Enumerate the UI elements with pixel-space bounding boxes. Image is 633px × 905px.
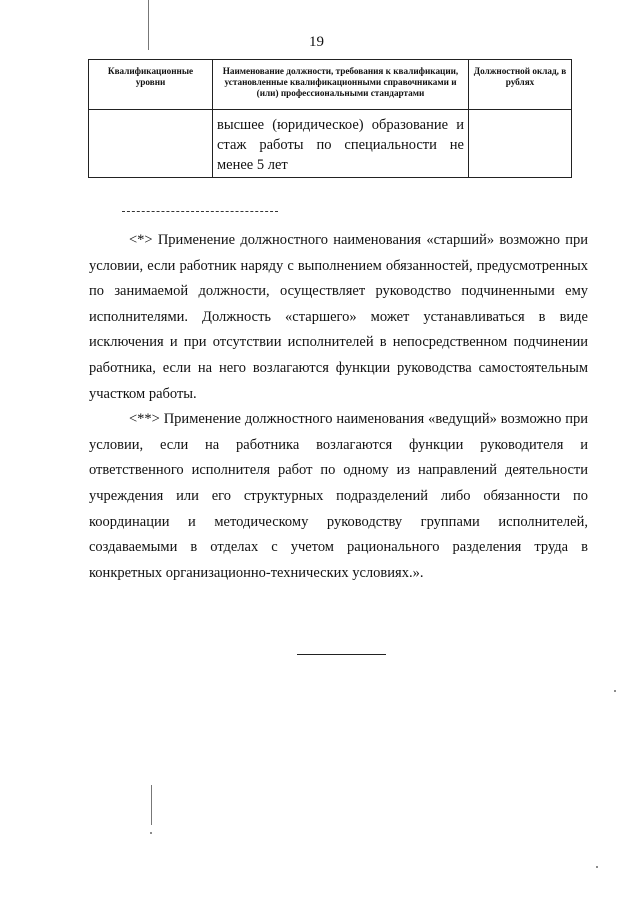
footnotes-text [89,228,588,586]
table-header-row [89,60,572,110]
cell-salary [469,110,572,178]
scan-artifact-line [148,0,149,50]
scan-artifact-dot [596,866,598,868]
header-qualification-levels: Квалификационные уровни [89,60,213,110]
scan-artifact-line [151,785,152,825]
page-number: 19 [309,34,324,50]
qualification-table [88,59,572,178]
footnote-leading: <**> Применение должностного наименования «ведущий» возможно при условии, если на работника возлагаются функции руководителя и ответственного исполнителя работ по одному из направлений деятельности учреждения или его структурных подразделений либо обязанности по координации и методическому руководству группами исполнителей, создаваемыми в отделах с учетом рационального разделения труда в конкретных организационно-технических условиях.». [89,411,588,581]
scan-artifact-dot [614,690,616,692]
header-position-requirements: Наименование должности, требования к квалификации, установленные квалификационными справочниками и (или) профессиональными стандартами [213,60,469,110]
footnote-senior: <*> Применение должностного наименования «старший» возможно при условии, если работник наряду с выполнением обязанностей, предусмотренных по занимаемой должности, осуществляет руководство подчиненными ему исполнителями. Должность «старшего» может устанавливаться в виде исключения и при отсутствии исполнителей в непосредственном подчинении работника, если на него возлагаются функции руководства самостоятельным участком работы. [89,232,588,402]
cell-level [89,110,213,178]
closing-rule [297,654,386,655]
footnote-separator [122,211,278,212]
table-row [89,110,572,178]
scan-artifact-dot [150,832,152,834]
header-salary: Должностной оклад, в рублях [469,60,572,110]
cell-requirements: высшее (юридическое) образование и стаж работы по специальности не менее 5 лет [213,110,469,178]
